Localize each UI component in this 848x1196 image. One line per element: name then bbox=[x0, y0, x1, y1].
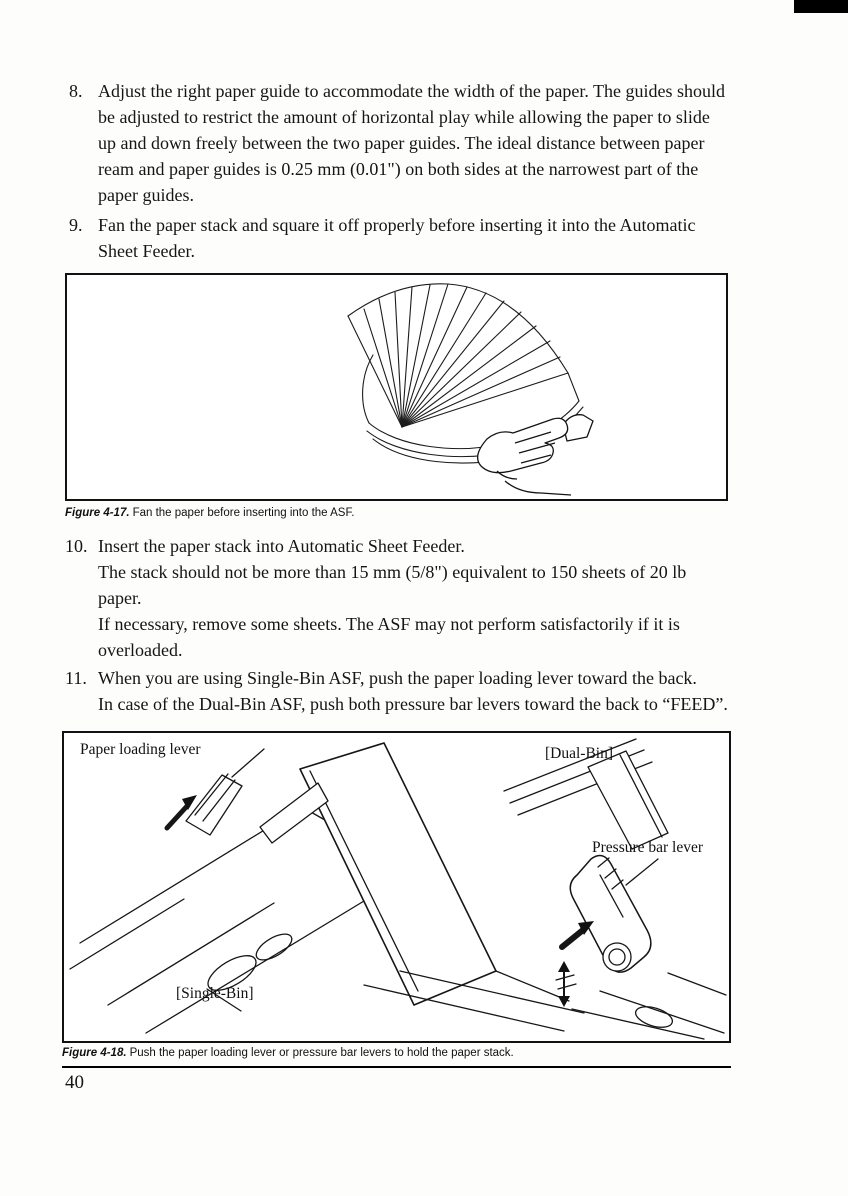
list-item-8 bbox=[65, 78, 730, 208]
label-pressure-bar-lever: Pressure bar lever bbox=[592, 839, 704, 856]
footer-rule bbox=[62, 1066, 731, 1068]
list-item-11 bbox=[65, 665, 730, 717]
page-corner-bar bbox=[794, 0, 848, 13]
figure-4-17-caption bbox=[65, 507, 730, 519]
list-number-8: 8. bbox=[69, 81, 83, 101]
asf-lever-illustration bbox=[64, 733, 729, 1041]
list-text-8: Adjust the right paper guide to accommodate the width of the paper. The guides should be adjusted to restrict the amount of horizontal play while allowing the paper to slide up and down freely between the two paper guides. The ideal distance between paper ream and paper guides is 0.25 mm (0.01") on both sides at the narrowest part of the paper guides. bbox=[98, 81, 726, 205]
figure-caption-text: Fan the paper before inserting into the ASF. bbox=[132, 507, 355, 519]
list-text-10-p1: Insert the paper stack into Automatic Sheet Feeder. bbox=[98, 536, 465, 556]
page-content bbox=[62, 78, 730, 1094]
list-text-10-p3: If necessary, remove some sheets. The ASF may not perform satisfactorily if it is overloaded. bbox=[98, 614, 680, 660]
list-text-11-p2: In case of the Dual-Bin ASF, push both pressure bar levers toward the back to “FEED”. bbox=[98, 694, 728, 714]
list-number-10: 10. bbox=[65, 536, 88, 556]
page-number: 40 bbox=[65, 1072, 84, 1093]
list-number-9: 9. bbox=[69, 215, 83, 235]
figure-4-18 bbox=[62, 731, 731, 1043]
figure-4-18-caption bbox=[62, 1047, 730, 1059]
label-dual-bin: [Dual-Bin] bbox=[545, 745, 614, 762]
label-single-bin: [Single-Bin] bbox=[176, 985, 254, 1002]
figure-caption-label: Figure 4-17. bbox=[65, 507, 130, 519]
list-text-10 bbox=[98, 533, 730, 663]
list-item-10 bbox=[65, 533, 730, 663]
fan-paper-illustration bbox=[67, 275, 726, 499]
figure-4-17 bbox=[65, 273, 728, 501]
list-text-10-p2: The stack should not be more than 15 mm (5/8") equivalent to 150 sheets of 20 lb paper. bbox=[98, 562, 687, 608]
list-item-9 bbox=[65, 212, 730, 264]
label-paper-loading-lever: Paper loading lever bbox=[80, 741, 201, 758]
list-text-11 bbox=[98, 665, 730, 717]
figure-caption-text: Push the paper loading lever or pressure bar levers to hold the paper stack. bbox=[129, 1047, 514, 1059]
list-text-11-p1: When you are using Single-Bin ASF, push the paper loading lever toward the back. bbox=[98, 668, 697, 688]
figure-caption-label: Figure 4-18. bbox=[62, 1047, 127, 1059]
list-number-11: 11. bbox=[65, 668, 87, 688]
list-text-9: Fan the paper stack and square it off properly before inserting it into the Automatic Sheet Feeder. bbox=[98, 215, 696, 261]
